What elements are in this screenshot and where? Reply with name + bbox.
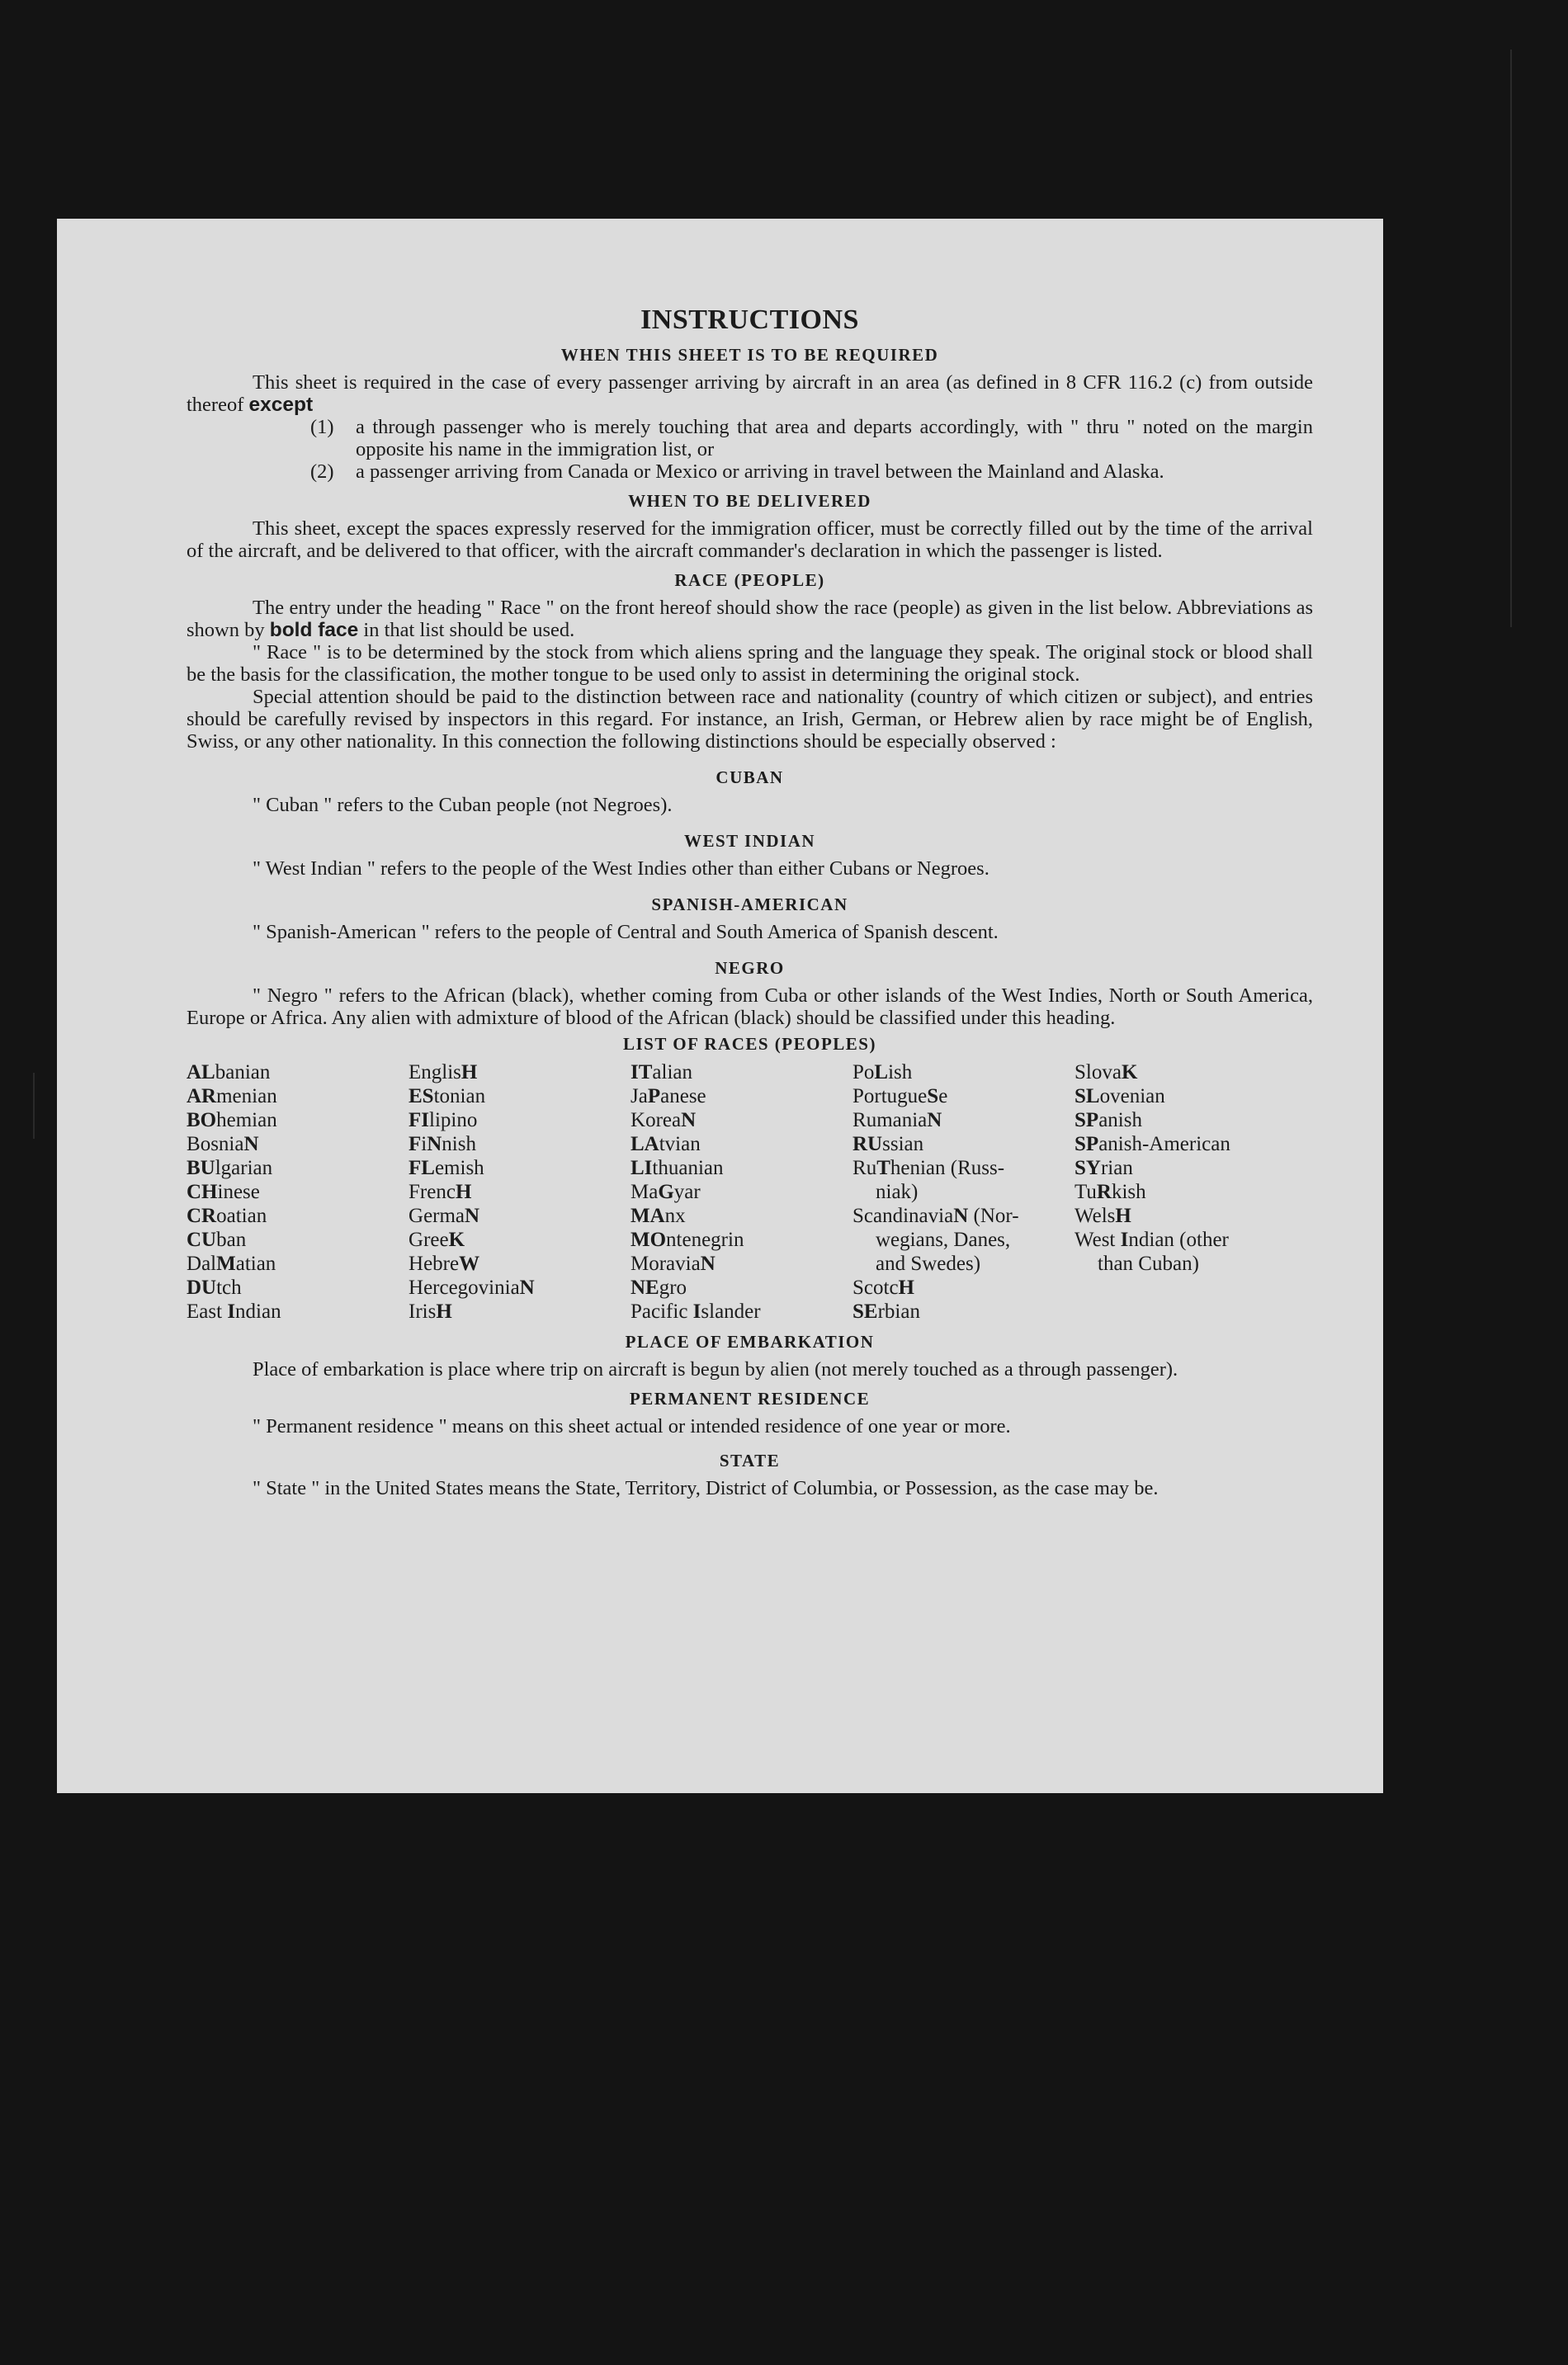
race-entry: DalMatian	[187, 1253, 276, 1275]
race-entry: WelsH	[1074, 1205, 1131, 1227]
race-entry: SYrian	[1074, 1157, 1133, 1179]
race-entry: JaPanese	[631, 1085, 706, 1107]
page-title: INSTRUCTIONS	[640, 304, 859, 335]
negro-text: " Negro " refers to the African (black), whether coming from Cuba or other islands of the West Indies, North or South America, Europe or Africa. Any alien with admixture of blood of the African (black) should be classified under this heading.	[187, 984, 1313, 1029]
race-entry: SPanish-American	[1074, 1133, 1230, 1155]
exception-item: (1) a through passenger who is merely touching that area and departs accordingly, with " thru " noted on the margin opposite his name in the immigration list, or	[310, 416, 1313, 460]
race-entry: PoLish	[852, 1061, 913, 1083]
residence-text: " Permanent residence " means on this sheet actual or intended residence of one year or more.	[253, 1415, 1011, 1437]
races-column	[631, 1060, 852, 1324]
races-table	[187, 1060, 1313, 1324]
race-entry: FIlipino	[409, 1109, 478, 1131]
race-entry: NEgro	[631, 1277, 687, 1299]
race-entry: BUlgarian	[187, 1157, 273, 1179]
race-entry: ScotcH	[852, 1277, 914, 1299]
race-entry: MOntenegrin	[631, 1229, 744, 1251]
race-entry: MoraviaN	[631, 1253, 716, 1275]
section-heading-state: STATE	[719, 1451, 781, 1470]
state-text: " State " in the United States means the State, Territory, District of Columbia, or Possession, as the case may be.	[253, 1477, 1159, 1499]
race-entry: RUssian	[852, 1133, 924, 1155]
race-entry: SErbian	[852, 1301, 920, 1323]
race-entry: SPanish	[1074, 1109, 1142, 1131]
when-required-intro: This sheet is required in the case of every passenger arriving by aircraft in an area (as defined in 8 CFR 116.2 (c) from outside thereof except	[187, 371, 1313, 416]
cuban-text: " Cuban " refers to the Cuban people (not Negroes).	[253, 794, 673, 816]
race-entry: LIthuanian	[631, 1157, 724, 1179]
races-column	[852, 1060, 1074, 1324]
race-entry: CUban	[187, 1229, 247, 1251]
when-delivered-text: This sheet, except the spaces expressly reserved for the immigration officer, must be correctly filled out by the time of the arrival of the aircraft, and be delivered to that officer, with the aircraft commander's declaration in which the passenger is listed.	[187, 517, 1313, 562]
section-heading-negro: NEGRO	[715, 958, 785, 978]
section-heading-race: RACE (PEOPLE)	[674, 570, 825, 590]
race-entry: Pacific Islander	[631, 1301, 761, 1323]
race-entry: EnglisH	[409, 1061, 478, 1083]
race-entry: DUtch	[187, 1277, 242, 1299]
document-sheet	[57, 219, 1383, 1793]
except-bold: except	[248, 394, 314, 416]
race-entry: EStonian	[409, 1085, 486, 1107]
race-entry: ARmenian	[187, 1085, 277, 1107]
section-heading-embarkation: PLACE OF EMBARKATION	[625, 1332, 875, 1352]
race-entry: than Cuban)	[1098, 1253, 1199, 1275]
film-border-scratch	[1510, 50, 1512, 627]
race-entry: and Swedes)	[876, 1253, 981, 1275]
section-heading-when-required: WHEN THIS SHEET IS TO BE REQUIRED	[560, 345, 939, 365]
race-entry: CRoatian	[187, 1205, 267, 1227]
race-entry: PortugueSe	[852, 1085, 948, 1107]
section-heading-when-delivered: WHEN TO BE DELIVERED	[628, 491, 871, 511]
race-entry: KoreaN	[631, 1109, 697, 1131]
race-entry: CHinese	[187, 1181, 260, 1203]
race-entry: BosniaN	[187, 1133, 259, 1155]
races-column	[187, 1060, 409, 1324]
race-entry: MaGyar	[631, 1181, 701, 1203]
race-entry: IrisH	[409, 1301, 452, 1323]
race-entry: HebreW	[409, 1253, 480, 1275]
race-entry: ITalian	[631, 1061, 692, 1083]
races-list-heading: LIST OF RACES (PEOPLES)	[623, 1034, 876, 1054]
race-entry: LAtvian	[631, 1133, 701, 1155]
exception-item: (2) a passenger arriving from Canada or Mexico or arriving in travel between the Mainland and Alaska.	[310, 460, 1164, 483]
race-entry: FrencH	[409, 1181, 472, 1203]
races-column	[1074, 1060, 1313, 1324]
race-entry: FiNnish	[409, 1133, 476, 1155]
section-heading-cuban: CUBAN	[716, 767, 784, 787]
race-entry: FLemish	[409, 1157, 484, 1179]
race-entry: GreeK	[409, 1229, 465, 1251]
race-entry: ScandinaviaN (Nor-	[852, 1205, 1019, 1227]
race-entry: SlovaK	[1074, 1061, 1138, 1083]
race-entry: HercegoviniaN	[409, 1277, 535, 1299]
race-entry: RuThenian (Russ-	[852, 1157, 1005, 1179]
race-entry: BOhemian	[187, 1109, 277, 1131]
section-heading-residence: PERMANENT RESIDENCE	[629, 1389, 871, 1409]
instructions-content	[187, 304, 1313, 1499]
section-heading-spanish-american: SPANISH-AMERICAN	[651, 895, 848, 914]
race-entry: GermaN	[409, 1205, 480, 1227]
spanish-american-text: " Spanish-American " refers to the people of Central and South America of Spanish descent.	[253, 921, 999, 943]
embarkation-text: Place of embarkation is place where trip on aircraft is begun by alien (not merely touched as a through passenger).	[253, 1358, 1178, 1381]
west-indian-text: " West Indian " refers to the people of the West Indies other than either Cubans or Negroes.	[253, 857, 989, 880]
race-entry: wegians, Danes,	[876, 1229, 1011, 1251]
bold-face-label: bold face	[269, 619, 359, 641]
race-entry: niak)	[876, 1181, 919, 1203]
race-entry: TuRkish	[1074, 1181, 1146, 1203]
race-entry: MAnx	[631, 1205, 686, 1227]
race-paragraph-2: " Race " is to be determined by the stock from which aliens spring and the language they speak. The original stock or blood shall be the basis for the classification, the mother tongue to be used only to assist in determining the original stock.	[187, 641, 1313, 686]
races-column	[409, 1060, 631, 1324]
race-entry: SLovenian	[1074, 1085, 1165, 1107]
race-paragraph-3: Special attention should be paid to the distinction between race and nationality (country of which citizen or subject), and entries should be carefully revised by inspectors in this regard. For instance, an Irish, German, or Hebrew alien by race might be of English, Swiss, or any other nationality. In this connection the following distinctions should be especially observed :	[187, 686, 1313, 753]
race-entry: West Indian (other	[1074, 1229, 1229, 1251]
section-heading-west-indian: WEST INDIAN	[683, 831, 816, 851]
race-entry: RumaniaN	[852, 1109, 942, 1131]
race-paragraph-1: The entry under the heading " Race " on the front hereof should show the race (people) as given in the list below. Abbreviations as shown by bold face in that list should be used.	[187, 597, 1313, 641]
race-entry: East Indian	[187, 1301, 281, 1323]
race-entry: ALbanian	[187, 1061, 271, 1083]
film-border-scratch	[33, 1073, 35, 1139]
